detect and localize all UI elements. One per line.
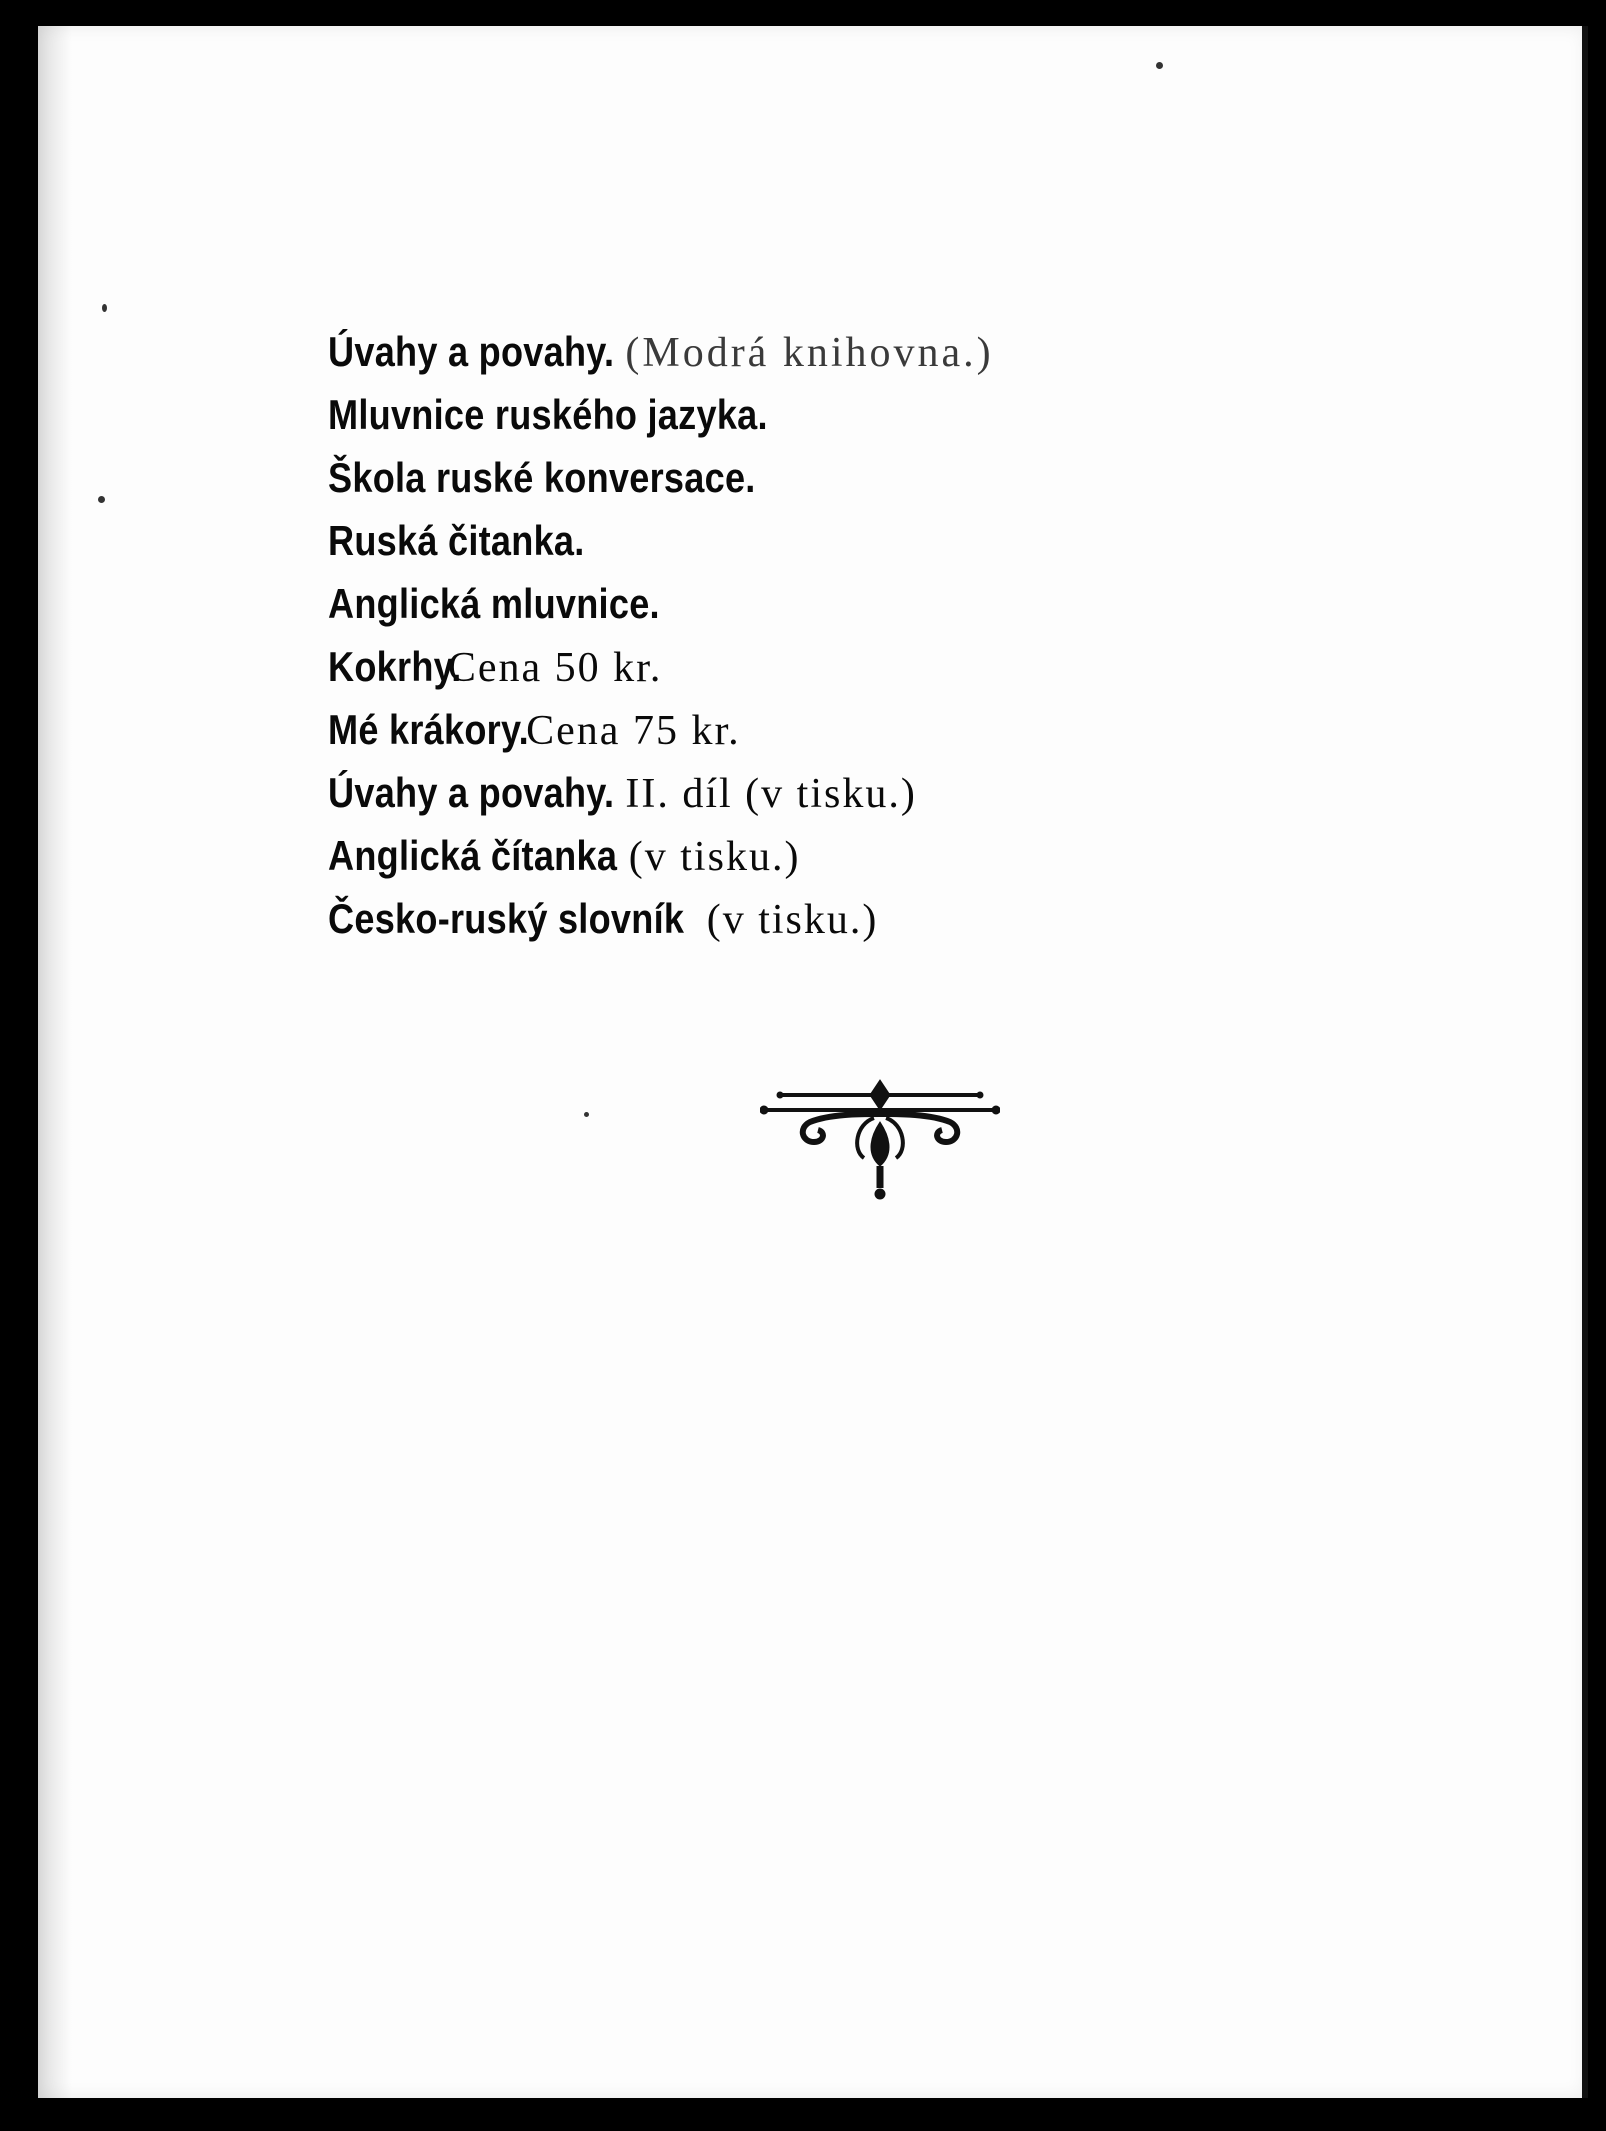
book-note: Cena 50 kr. [447,645,663,691]
book-note: (Modrá knihovna.) [625,330,994,376]
book-note: (v tisku.) [706,897,879,943]
book-title: Úvahy a povahy. [328,328,615,375]
book-title: Kokrhy. [328,643,462,690]
list-item [328,383,994,446]
list-item [328,635,994,698]
speck [584,1112,589,1117]
book-title: Úvahy a povahy. [328,769,615,816]
book-title: Škola ruské konversace. [328,454,756,501]
speck [1156,62,1163,69]
page-binding-shadow [38,26,72,2098]
printers-ornament-icon [760,1070,1000,1210]
list-item [328,446,994,509]
book-title: Mé krákory. [328,706,529,753]
speck [102,304,107,312]
book-note: Cena 75 kr. [526,708,741,754]
list-item [328,509,994,572]
speck [98,496,105,503]
page [38,26,1586,2098]
list-item [328,887,994,950]
book-title: Anglická mluvnice. [328,580,660,627]
list-item [328,824,994,887]
book-note: II. díl (v tisku.) [625,771,917,817]
book-title: Ruská čitanka. [328,517,585,564]
book-list [328,320,994,950]
book-title: Česko-ruský slovník [328,895,685,942]
list-item [328,761,994,824]
list-item [328,698,994,761]
list-item [328,572,994,635]
book-title: Mluvnice ruského jazyka. [328,391,768,438]
book-title: Anglická čítanka [328,832,618,879]
book-note: (v tisku.) [628,834,801,880]
page-edge [1582,26,1588,2098]
list-item [328,320,994,383]
